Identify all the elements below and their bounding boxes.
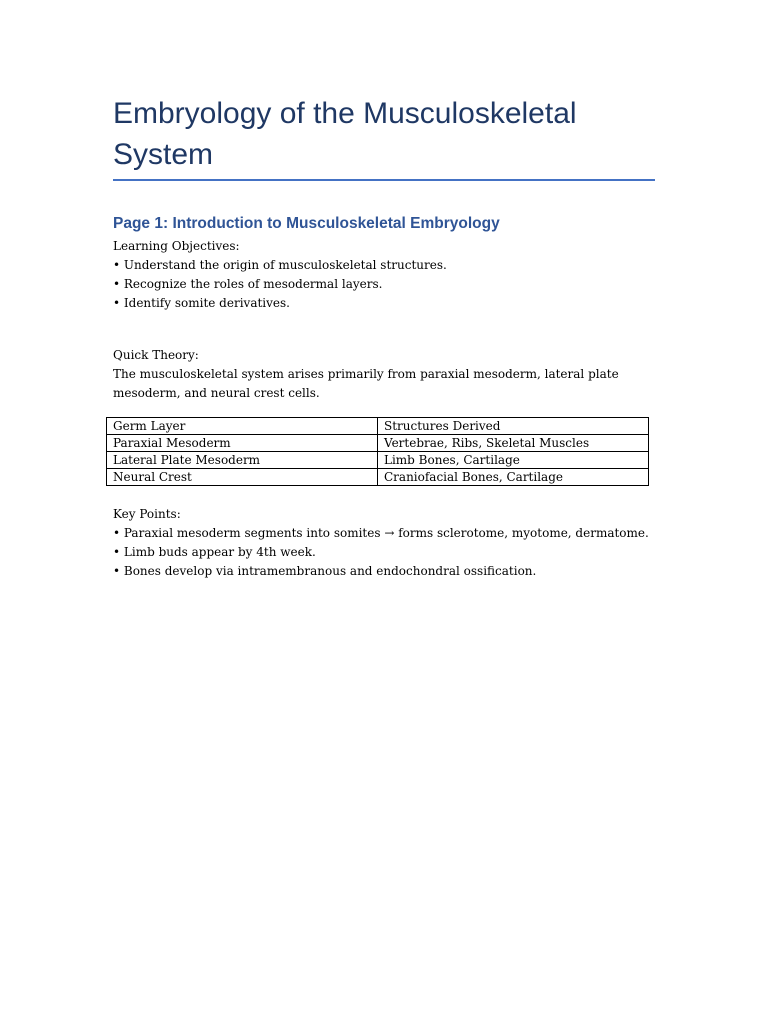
quick-theory-label: Quick Theory: — [113, 348, 199, 362]
title-underline — [113, 179, 655, 181]
quick-theory-text: The musculoskeletal system arises primarily from paraxial mesoderm, lateral plate — [113, 367, 619, 381]
table-header-cell: Structures Derived — [378, 418, 649, 435]
table-row — [107, 452, 649, 469]
table-cell: Craniofacial Bones, Cartilage — [378, 469, 649, 486]
table-cell: Paraxial Mesoderm — [107, 435, 378, 452]
key-points — [113, 505, 649, 581]
table-cell: Vertebrae, Ribs, Skeletal Muscles — [378, 435, 649, 452]
table-cell: Limb Bones, Cartilage — [378, 452, 649, 469]
objective-item: • Understand the origin of musculoskeletal structures. — [113, 258, 447, 272]
table-header-row — [107, 418, 649, 435]
document-title: Embryology of the Musculoskeletal System — [113, 97, 577, 171]
key-point-item: • Bones develop via intramembranous and endochondral ossification. — [113, 564, 537, 578]
table-row — [107, 469, 649, 486]
page-heading: Page 1: Introduction to Musculoskeletal Embryology — [113, 215, 500, 232]
germ-layer-table — [106, 417, 649, 486]
learning-objectives-label: Learning Objectives: — [113, 239, 240, 253]
key-point-item: • Paraxial mesoderm segments into somites → forms sclerotome, myotome, dermatome. — [113, 526, 649, 540]
table-row — [107, 435, 649, 452]
quick-theory — [113, 346, 619, 403]
table-cell: Lateral Plate Mesoderm — [107, 452, 378, 469]
objective-item: • Recognize the roles of mesodermal layers. — [113, 277, 383, 291]
table-header-cell: Germ Layer — [107, 418, 378, 435]
key-point-item: • Limb buds appear by 4th week. — [113, 545, 316, 559]
quick-theory-text: mesoderm, and neural crest cells. — [113, 386, 320, 400]
learning-objectives — [113, 237, 447, 313]
key-points-label: Key Points: — [113, 507, 181, 521]
objective-item: • Identify somite derivatives. — [113, 296, 290, 310]
table-cell: Neural Crest — [107, 469, 378, 486]
